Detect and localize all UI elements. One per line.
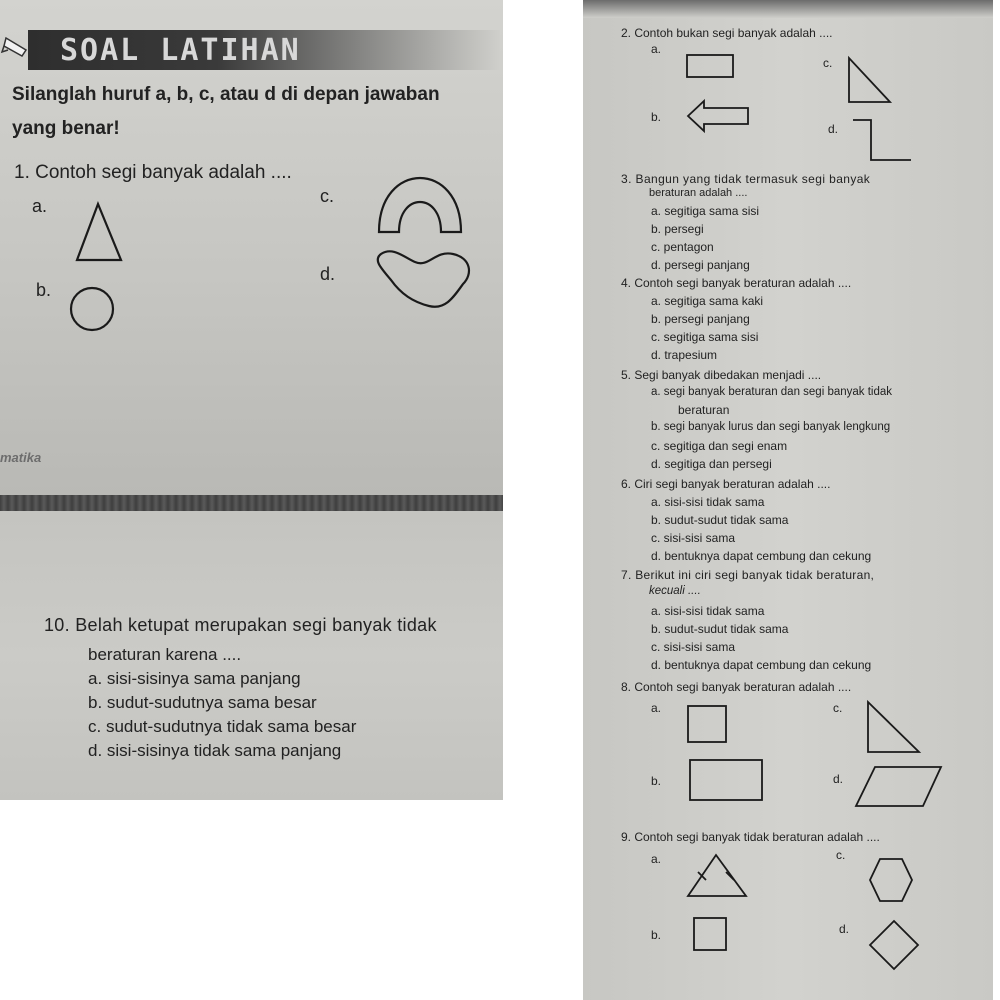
q6-option-d: d. bentuknya dapat cembung dan cekung — [651, 549, 872, 563]
q3-option-d: d. persegi panjang — [651, 258, 750, 272]
arrow-shape — [686, 98, 752, 134]
top-dark-edge — [583, 0, 993, 18]
side-fragment: matika — [0, 450, 42, 465]
q10-option-d: d. sisi-sisinya tidak sama panjang — [88, 741, 342, 760]
q8-label-a: a. — [651, 701, 662, 715]
parallelogram-shape — [853, 764, 945, 810]
q4-option-b: b. persegi panjang — [651, 312, 750, 326]
q9-label-a: a. — [651, 852, 662, 866]
q5-option-d: d. segitiga dan persegi — [651, 457, 772, 471]
q7-stem-line-2: kecuali .... — [649, 585, 701, 597]
q5-stem: 5. Segi banyak dibedakan menjadi .... — [621, 368, 822, 382]
hexagon-shape — [867, 856, 915, 904]
q8-label-b: b. — [651, 774, 662, 788]
q8-stem: 8. Contoh segi banyak beraturan adalah .... — [621, 680, 852, 694]
q7-option-b: b. sudut-sudut tidak sama — [651, 622, 789, 636]
instruction-line-1: Silanglah huruf a, b, c, atau d di depan jawaban — [12, 84, 440, 105]
arch-shape — [375, 174, 465, 236]
q4-option-d: d. trapesium — [651, 348, 718, 362]
q3-option-a: a. segitiga sama sisi — [651, 204, 760, 218]
q1-label-a: a. — [32, 196, 48, 216]
left-bottom-page — [0, 511, 503, 800]
circle-shape — [68, 285, 118, 335]
q9-label-d: d. — [839, 922, 850, 936]
square-shape-q9 — [692, 916, 730, 954]
q8-label-c: c. — [833, 701, 843, 715]
q10-stem-line-1: 10. Belah ketupat merupakan segi banyak tidak — [44, 615, 437, 635]
right-page — [583, 0, 993, 1000]
instruction-line-2: yang benar! — [12, 118, 120, 139]
irregular-blob-shape — [375, 244, 475, 314]
q6-option-b: b. sudut-sudut tidak sama — [651, 513, 789, 527]
q3-stem-line-2: beraturan adalah .... — [649, 187, 748, 199]
q5-option-c: c. segitiga dan segi enam — [651, 439, 788, 453]
banner-title: SOAL LATIHAN — [60, 33, 301, 68]
q1-stem: 1. Contoh segi banyak adalah .... — [14, 162, 292, 183]
torn-edge-strip — [0, 495, 503, 511]
q7-option-d: d. bentuknya dapat cembung dan cekung — [651, 658, 872, 672]
q3-stem-line-1: 3. Bangun yang tidak termasuk segi banyak — [621, 172, 871, 186]
q6-option-a: a. sisi-sisi tidak sama — [651, 495, 765, 509]
triangle-shape — [75, 202, 125, 262]
q9-stem: 9. Contoh segi banyak tidak beraturan adalah .... — [621, 830, 880, 844]
q6-option-c: c. sisi-sisi sama — [651, 531, 736, 545]
right-triangle-shape — [846, 56, 894, 106]
right-triangle-shape-q8 — [865, 700, 923, 756]
diamond-shape — [867, 918, 921, 972]
rectangle-shape-q8 — [688, 758, 764, 802]
q10-option-b: b. sudut-sudutnya sama besar — [88, 693, 317, 712]
q4-option-c: c. segitiga sama sisi — [651, 330, 759, 344]
q9-label-c: c. — [836, 848, 846, 862]
q2-label-b: b. — [651, 110, 662, 124]
q2-stem: 2. Contoh bukan segi banyak adalah .... — [621, 26, 833, 40]
q10-stem-line-2: beraturan karena .... — [88, 645, 242, 664]
q4-option-a: a. segitiga sama kaki — [651, 294, 764, 308]
q4-stem: 4. Contoh segi banyak beraturan adalah .... — [621, 276, 852, 290]
q7-stem-line-1: 7. Berikut ini ciri segi banyak tidak beraturan, — [621, 568, 875, 582]
q2-label-a: a. — [651, 42, 662, 56]
square-shape — [686, 704, 730, 746]
q6-stem: 6. Ciri segi banyak beraturan adalah .... — [621, 477, 831, 491]
q5-option-a: a. segi banyak beraturan dan segi banyak tidak — [651, 386, 893, 398]
q9-label-b: b. — [651, 928, 662, 942]
rectangle-shape — [686, 54, 736, 80]
q5-option-b: b. segi banyak lurus dan segi banyak lengkung — [651, 421, 891, 433]
q2-label-d: d. — [828, 122, 839, 136]
q10-option-c: c. sudut-sudutnya tidak sama besar — [88, 717, 357, 736]
q1-label-d: d. — [320, 264, 336, 284]
q3-option-c: c. pentagon — [651, 240, 714, 254]
left-top-page — [0, 0, 503, 495]
q7-option-c: c. sisi-sisi sama — [651, 640, 736, 654]
q1-label-c: c. — [320, 186, 335, 206]
q1-label-b: b. — [36, 280, 52, 300]
marked-triangle-shape — [686, 852, 750, 900]
q3-option-b: b. persegi — [651, 222, 704, 236]
q2-label-c: c. — [823, 56, 833, 70]
open-polyline-shape — [851, 116, 915, 164]
q5-option-a-cont: beraturan — [678, 403, 730, 417]
q8-label-d: d. — [833, 772, 844, 786]
q10-option-a: a. sisi-sisinya sama panjang — [88, 669, 301, 688]
q7-option-a: a. sisi-sisi tidak sama — [651, 604, 765, 618]
